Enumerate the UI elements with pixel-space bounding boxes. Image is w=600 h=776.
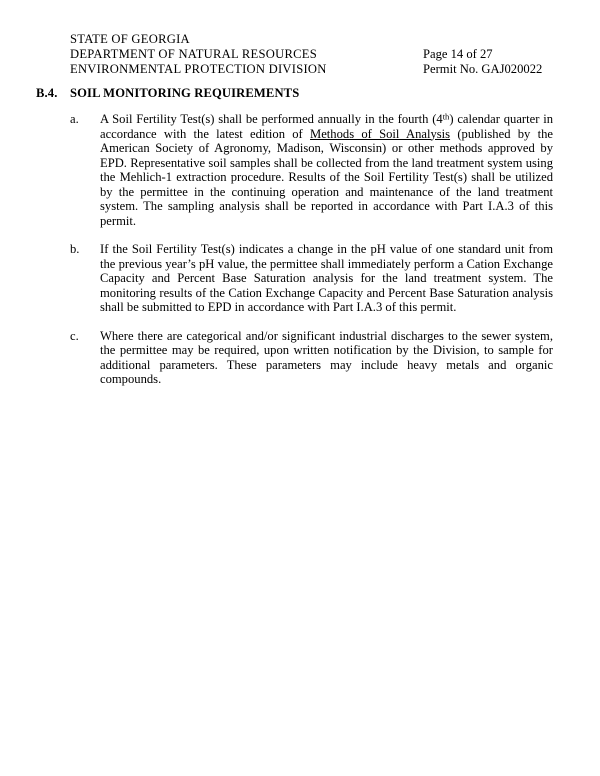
ordinal-superscript: th — [442, 111, 450, 122]
header-line-2 — [70, 47, 554, 62]
list-item-marker: a. — [70, 112, 79, 126]
list-item — [70, 112, 553, 228]
permit-number-label: Permit No. GAJ020022 — [423, 62, 543, 77]
list-item-text — [100, 112, 553, 228]
document-header — [70, 32, 554, 78]
list-item — [70, 242, 553, 315]
publication-title: Methods of Soil Analysis — [310, 126, 451, 141]
page-title: SOIL MONITORING REQUIREMENTS — [70, 86, 300, 100]
header-line-1 — [70, 32, 554, 47]
list-item-text: If the Soil Fertility Test(s) indicates a change in the pH value of one standard unit from the previous year’s pH value, the permittee shall immediately perform a Cation Exchange Capacity and Percent Base Saturation analysis for the land treatment system. The monitoring results of the Cation Exchange Capacity and Percent Base Saturation analysis shall be submitted to EPD in accordance with Part I.A.3 of this permit. — [100, 242, 553, 314]
paragraph-a-part-3: (published by the American Society of Agronomy, Madison, Wisconsin) or other methods approved by EPD. Representative soil samples shall be collected from the land treatment system using the Mehlich-1 extraction procedure. Results of the Soil Fertility Test(s) shall be utilized by the permittee in the continuing operation and maintenance of the land treatment system. The sampling analysis shall be reported in accordance with Part I.A.3 of this permit. — [100, 126, 553, 228]
section-number: B.4. — [36, 86, 58, 100]
requirements-list — [70, 112, 553, 387]
list-item-marker: c. — [70, 328, 79, 343]
list-item-text: Where there are categorical and/or significant industrial discharges to the sewer system, the permittee may be required, upon written notification by the Division, to sample for additional parameters. These parameters may include heavy metals and organic compounds. — [100, 328, 553, 386]
header-line-3 — [70, 62, 554, 77]
agency-line-1: STATE OF GEORGIA — [70, 32, 190, 46]
list-item — [70, 329, 553, 387]
paragraph-a-part-1: A Soil Fertility Test(s) shall be performed annually in the fourth (4 — [100, 112, 443, 126]
page-number-label: Page 14 of 27 — [423, 47, 493, 62]
agency-line-3: ENVIRONMENTAL PROTECTION DIVISION — [70, 62, 327, 77]
list-item-marker: b. — [70, 242, 80, 256]
agency-line-2: DEPARTMENT OF NATURAL RESOURCES — [70, 47, 317, 62]
paragraph-a-part-2: ) calendar quarter in accordance with the latest edition of — [100, 112, 553, 141]
section-heading — [36, 86, 299, 101]
